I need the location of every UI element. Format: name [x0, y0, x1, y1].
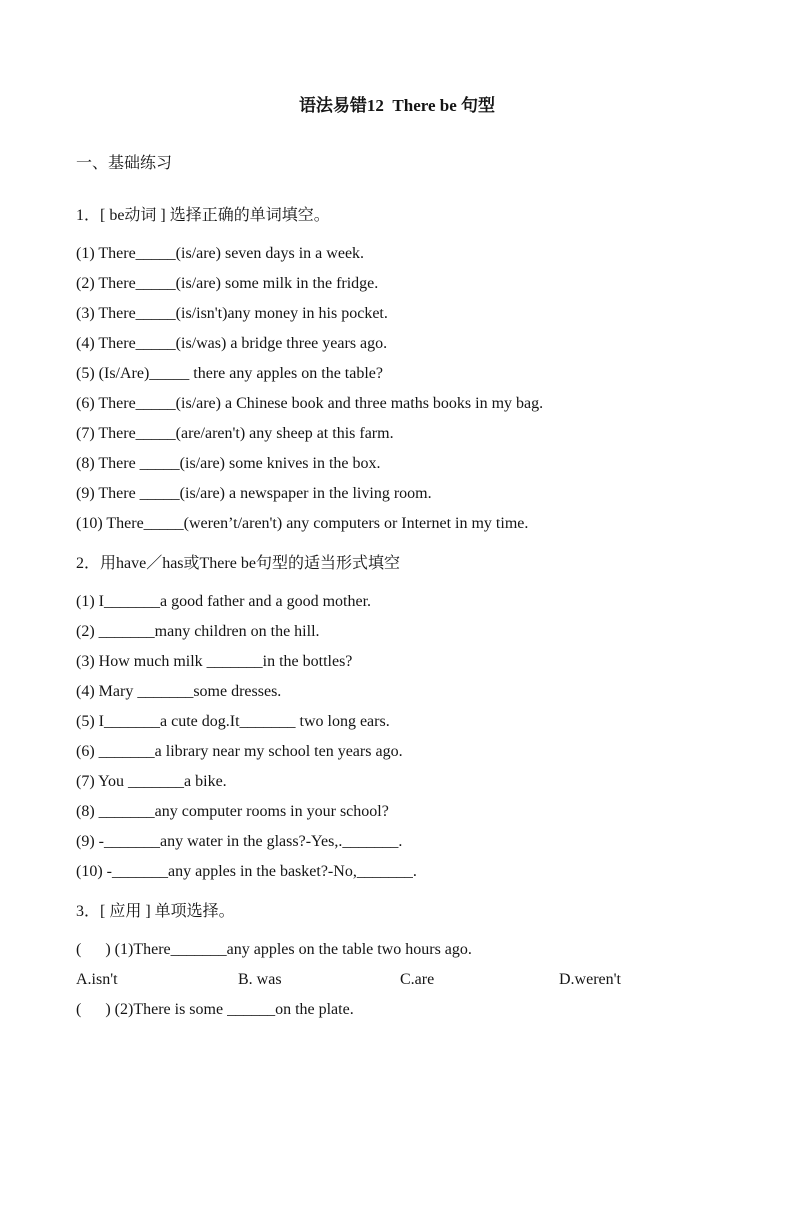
exercise-1-item-3: (3) There_____(is/isn't)any money in his pocket. [76, 305, 388, 322]
exercise-1-item-10: (10) There_____(weren’t/aren't) any computers or Internet in my time. [76, 515, 529, 532]
exercise-2-item-9: (9) -_______any water in the glass?-Yes,._______. [76, 833, 403, 850]
exercise-3-question-2: ( ) (2)There is some ______on the plate. [76, 1001, 354, 1018]
exercise-2-item-8: (8) _______any computer rooms in your school? [76, 803, 389, 820]
exercise-1-item-7: (7) There_____(are/aren't) any sheep at this farm. [76, 425, 394, 442]
exercise-2-item-2: (2) _______many children on the hill. [76, 623, 320, 640]
document-page [0, 96, 793, 1218]
exercise-2-item-3: (3) How much milk _______in the bottles? [76, 653, 353, 670]
exercise-3 [76, 901, 718, 1025]
exercise-2-item-6: (6) _______a library near my school ten years ago. [76, 743, 403, 760]
option-d: D.weren't [559, 971, 621, 988]
exercise-3-heading: 3．[ 应用 ] 单项选择。 [76, 903, 235, 920]
option-a: A.isn't [76, 971, 118, 988]
exercise-3-question-1: ( ) (1)There_______any apples on the table two hours ago. [76, 941, 472, 958]
exercise-2-item-7: (7) You _______a bike. [76, 773, 227, 790]
exercise-1-item-6: (6) There_____(is/are) a Chinese book and three maths books in my bag. [76, 395, 544, 412]
exercise-2-heading: 2．用have／has或There be句型的适当形式填空 [76, 555, 400, 572]
exercise-2-item-1: (1) I_______a good father and a good mother. [76, 593, 372, 610]
option-b: B. was [238, 971, 282, 988]
exercise-1-item-2: (2) There_____(is/are) some milk in the fridge. [76, 275, 379, 292]
exercise-1-heading: 1．[ be动词 ] 选择正确的单词填空。 [76, 207, 330, 224]
option-c: C.are [400, 971, 435, 988]
exercise-1-item-9: (9) There _____(is/are) a newspaper in the living room. [76, 485, 432, 502]
exercise-3-question-1-options [76, 965, 718, 995]
exercise-2 [76, 553, 718, 887]
exercise-2-item-4: (4) Mary _______some dresses. [76, 683, 282, 700]
exercise-1-item-4: (4) There_____(is/was) a bridge three years ago. [76, 335, 388, 352]
exercise-2-item-10: (10) -_______any apples in the basket?-No,_______. [76, 863, 417, 880]
document-title: 语法易错12 There be 句型 [298, 96, 496, 115]
exercise-1-item-5: (5) (Is/Are)_____ there any apples on the table? [76, 365, 383, 382]
exercise-1-item-1: (1) There_____(is/are) seven days in a week. [76, 245, 365, 262]
exercise-1 [76, 205, 718, 539]
exercise-1-item-8: (8) There _____(is/are) some knives in the box. [76, 455, 381, 472]
section-heading-basic-practice: 一、基础练习 [76, 155, 173, 172]
exercise-2-item-5: (5) I_______a cute dog.It_______ two long ears. [76, 713, 390, 730]
